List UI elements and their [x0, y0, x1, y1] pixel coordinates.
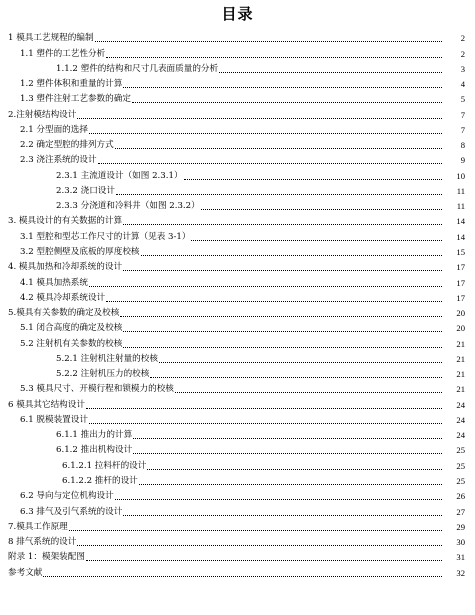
toc-entry-page-number: 3	[460, 63, 465, 74]
dot-leader	[141, 255, 442, 256]
dot-leader	[77, 118, 442, 119]
toc-entry-page-number: 8	[460, 140, 465, 151]
toc-entry-page-number: 10	[456, 170, 465, 181]
dot-leader	[201, 209, 442, 210]
toc-entry[interactable]	[0, 519, 475, 534]
toc-entry-label: 7.模具工作原理	[8, 521, 68, 532]
toc-entry-label: 5.2 注射机有关参数的校核	[20, 338, 123, 349]
page-title: 目录	[221, 5, 254, 23]
toc-entry-page-number: 14	[456, 231, 465, 242]
toc-entry-label: 3. 模具设计的有关数据的计算	[8, 216, 123, 227]
dot-leader	[69, 530, 442, 531]
toc-entry[interactable]	[0, 320, 475, 335]
toc-entry-label: 6.1.2 推出机构设计	[56, 445, 133, 456]
dot-leader	[147, 469, 442, 470]
toc-entry-page-number: 21	[456, 369, 465, 380]
toc-entry[interactable]	[0, 503, 475, 518]
toc-entry-label: 6.1.2.2 推杆的设计	[62, 475, 138, 486]
toc-entry-label: 5.1 闭合高度的确定及校核	[20, 323, 123, 334]
dot-leader	[123, 224, 442, 225]
toc-entry-label: 2.3.3 分浇道和冷料井（如图 2.3.2）	[56, 201, 200, 212]
toc-entry-page-number: 32	[456, 567, 465, 578]
toc-entry[interactable]	[0, 488, 475, 503]
toc-entry-page-number: 17	[456, 262, 465, 273]
toc-entry-page-number: 15	[456, 246, 465, 257]
toc-entry[interactable]	[0, 335, 475, 350]
dot-leader	[106, 57, 442, 58]
dot-leader	[116, 194, 442, 195]
toc-entry[interactable]	[0, 396, 475, 411]
toc-entry[interactable]	[0, 366, 475, 381]
table-of-contents	[0, 30, 475, 580]
toc-entry[interactable]	[0, 259, 475, 274]
toc-entry[interactable]	[0, 91, 475, 106]
toc-entry[interactable]	[0, 290, 475, 305]
toc-entry[interactable]	[0, 381, 475, 396]
dot-leader	[120, 316, 442, 317]
toc-entry-page-number: 2	[460, 48, 465, 59]
dot-leader	[86, 408, 442, 409]
toc-entry-page-number: 11	[456, 185, 465, 196]
dot-leader	[106, 301, 442, 302]
toc-entry-page-number: 7	[460, 109, 465, 120]
dot-leader	[89, 133, 442, 134]
toc-entry[interactable]	[0, 152, 475, 167]
toc-entry[interactable]	[0, 473, 475, 488]
dot-leader	[123, 331, 442, 332]
toc-entry-label: 4. 模具加热和冷却系统的设计	[8, 262, 123, 273]
toc-entry[interactable]	[0, 122, 475, 137]
toc-entry-label: 1.1 塑件的工艺性分析	[20, 48, 106, 59]
toc-entry-label: 5.2.1 注射机注射量的校核	[56, 353, 158, 364]
toc-entry[interactable]	[0, 183, 475, 198]
toc-entry-label: 6 模具其它结构设计	[8, 399, 85, 410]
dot-leader	[89, 423, 442, 424]
dot-leader	[115, 148, 442, 149]
toc-entry-page-number: 24	[456, 430, 465, 441]
toc-entry[interactable]	[0, 427, 475, 442]
toc-entry-label: 1.3 塑件注射工艺参数的确定	[20, 94, 131, 105]
toc-entry-label: 2.注射模结构设计	[8, 109, 77, 120]
toc-entry-page-number: 25	[456, 475, 465, 486]
toc-entry-label: 6.1.1 推出力的计算	[56, 430, 133, 441]
toc-entry-page-number: 14	[456, 216, 465, 227]
toc-entry-page-number: 17	[456, 277, 465, 288]
toc-entry[interactable]	[0, 106, 475, 121]
toc-entry[interactable]	[0, 137, 475, 152]
toc-entry-page-number: 21	[456, 353, 465, 364]
toc-entry-page-number: 26	[456, 491, 465, 502]
toc-entry[interactable]	[0, 244, 475, 259]
toc-entry-label: 1 模具工艺规程的编制	[8, 33, 94, 44]
toc-entry[interactable]	[0, 61, 475, 76]
dot-leader	[139, 484, 442, 485]
dot-leader	[115, 499, 442, 500]
dot-leader	[133, 453, 442, 454]
toc-entry-page-number: 20	[456, 323, 465, 334]
toc-entry[interactable]	[0, 45, 475, 60]
toc-entry-page-number: 21	[456, 338, 465, 349]
dot-leader	[89, 286, 442, 287]
dot-leader	[43, 576, 442, 577]
toc-entry-page-number: 11	[456, 201, 465, 212]
toc-entry-page-number: 24	[456, 414, 465, 425]
toc-entry-label: 8 排气系统的设计	[8, 537, 77, 548]
dot-leader	[175, 392, 442, 393]
dot-leader	[150, 377, 442, 378]
dot-leader	[159, 362, 442, 363]
toc-entry-label: 6.3 排气及引气系统的设计	[20, 506, 123, 517]
toc-entry[interactable]	[0, 228, 475, 243]
dot-leader	[184, 179, 442, 180]
toc-entry-page-number: 29	[456, 521, 465, 532]
toc-entry-label: 1.1.2 塑件的结构和尺寸几表面质量的分析	[56, 63, 219, 74]
toc-entry-page-number: 25	[456, 460, 465, 471]
toc-entry-label: 3.2 型腔侧壁及底板的厚度校核	[20, 246, 140, 257]
toc-entry-page-number: 27	[456, 506, 465, 517]
dot-leader	[95, 41, 442, 42]
toc-entry[interactable]	[0, 351, 475, 366]
toc-entry-label: 2.1 分型面的选择	[20, 124, 88, 135]
toc-entry-page-number: 30	[456, 537, 465, 548]
dot-leader	[133, 438, 442, 439]
dot-leader	[132, 102, 442, 103]
toc-entry-label: 5.2.2 注射机压力的校核	[56, 369, 150, 380]
dot-leader	[86, 560, 442, 561]
toc-entry-label: 4.2 模具冷却系统设计	[20, 292, 106, 303]
toc-entry[interactable]	[0, 305, 475, 320]
toc-entry-page-number: 17	[456, 292, 465, 303]
toc-entry-label: 5.3 模具尺寸、开模行程和锁模力的校核	[20, 384, 174, 395]
toc-entry[interactable]	[0, 274, 475, 289]
dot-leader	[77, 545, 442, 546]
dot-leader	[191, 240, 442, 241]
toc-entry-label: 参考文献	[8, 567, 43, 578]
toc-entry[interactable]	[0, 564, 475, 579]
toc-entry[interactable]	[0, 442, 475, 457]
toc-entry-label: 3.1 型腔和型芯工作尺寸的计算（见表 3-1）	[20, 231, 191, 242]
toc-entry-label: 6.1 脱模装置设计	[20, 414, 88, 425]
toc-entry-page-number: 5	[460, 94, 465, 105]
toc-entry-label: 2.3.2 浇口设计	[56, 185, 115, 196]
toc-entry[interactable]	[0, 198, 475, 213]
toc-entry[interactable]	[0, 412, 475, 427]
toc-entry-page-number: 24	[456, 399, 465, 410]
toc-entry-label: 6.1.2.1 拉料杆的设计	[62, 460, 147, 471]
toc-entry-page-number: 31	[456, 552, 465, 563]
toc-entry[interactable]	[0, 167, 475, 182]
toc-entry-label: 4.1 模具加热系统	[20, 277, 88, 288]
toc-entry[interactable]	[0, 213, 475, 228]
toc-entry-label: 2.3.1 主流道设计（如图 2.3.1）	[56, 170, 183, 181]
dot-leader	[123, 347, 442, 348]
dot-leader	[123, 270, 442, 271]
toc-entry[interactable]	[0, 30, 475, 45]
toc-entry-page-number: 21	[456, 384, 465, 395]
toc-entry-label: 附录 1：模架装配图	[8, 552, 85, 563]
toc-entry[interactable]	[0, 534, 475, 549]
toc-entry[interactable]	[0, 549, 475, 564]
toc-entry-label: 2.3 浇注系统的设计	[20, 155, 97, 166]
dot-leader	[123, 515, 442, 516]
toc-entry-label: 6.2 导向与定位机构设计	[20, 491, 114, 502]
toc-entry-label: 5.模具有关参数的确定及校核	[8, 308, 120, 319]
toc-entry-page-number: 2	[460, 33, 465, 44]
toc-entry-page-number: 7	[460, 124, 465, 135]
toc-entry[interactable]	[0, 457, 475, 472]
dot-leader	[123, 87, 442, 88]
toc-entry-page-number: 20	[456, 308, 465, 319]
toc-entry-page-number: 9	[460, 155, 465, 166]
dot-leader	[98, 163, 442, 164]
toc-entry[interactable]	[0, 76, 475, 91]
toc-entry-label: 1.2 塑件体积和重量的计算	[20, 79, 123, 90]
toc-entry-page-number: 4	[460, 79, 465, 90]
toc-entry-label: 2.2 确定型腔的排列方式	[20, 140, 114, 151]
dot-leader	[219, 72, 442, 73]
toc-entry-page-number: 25	[456, 445, 465, 456]
